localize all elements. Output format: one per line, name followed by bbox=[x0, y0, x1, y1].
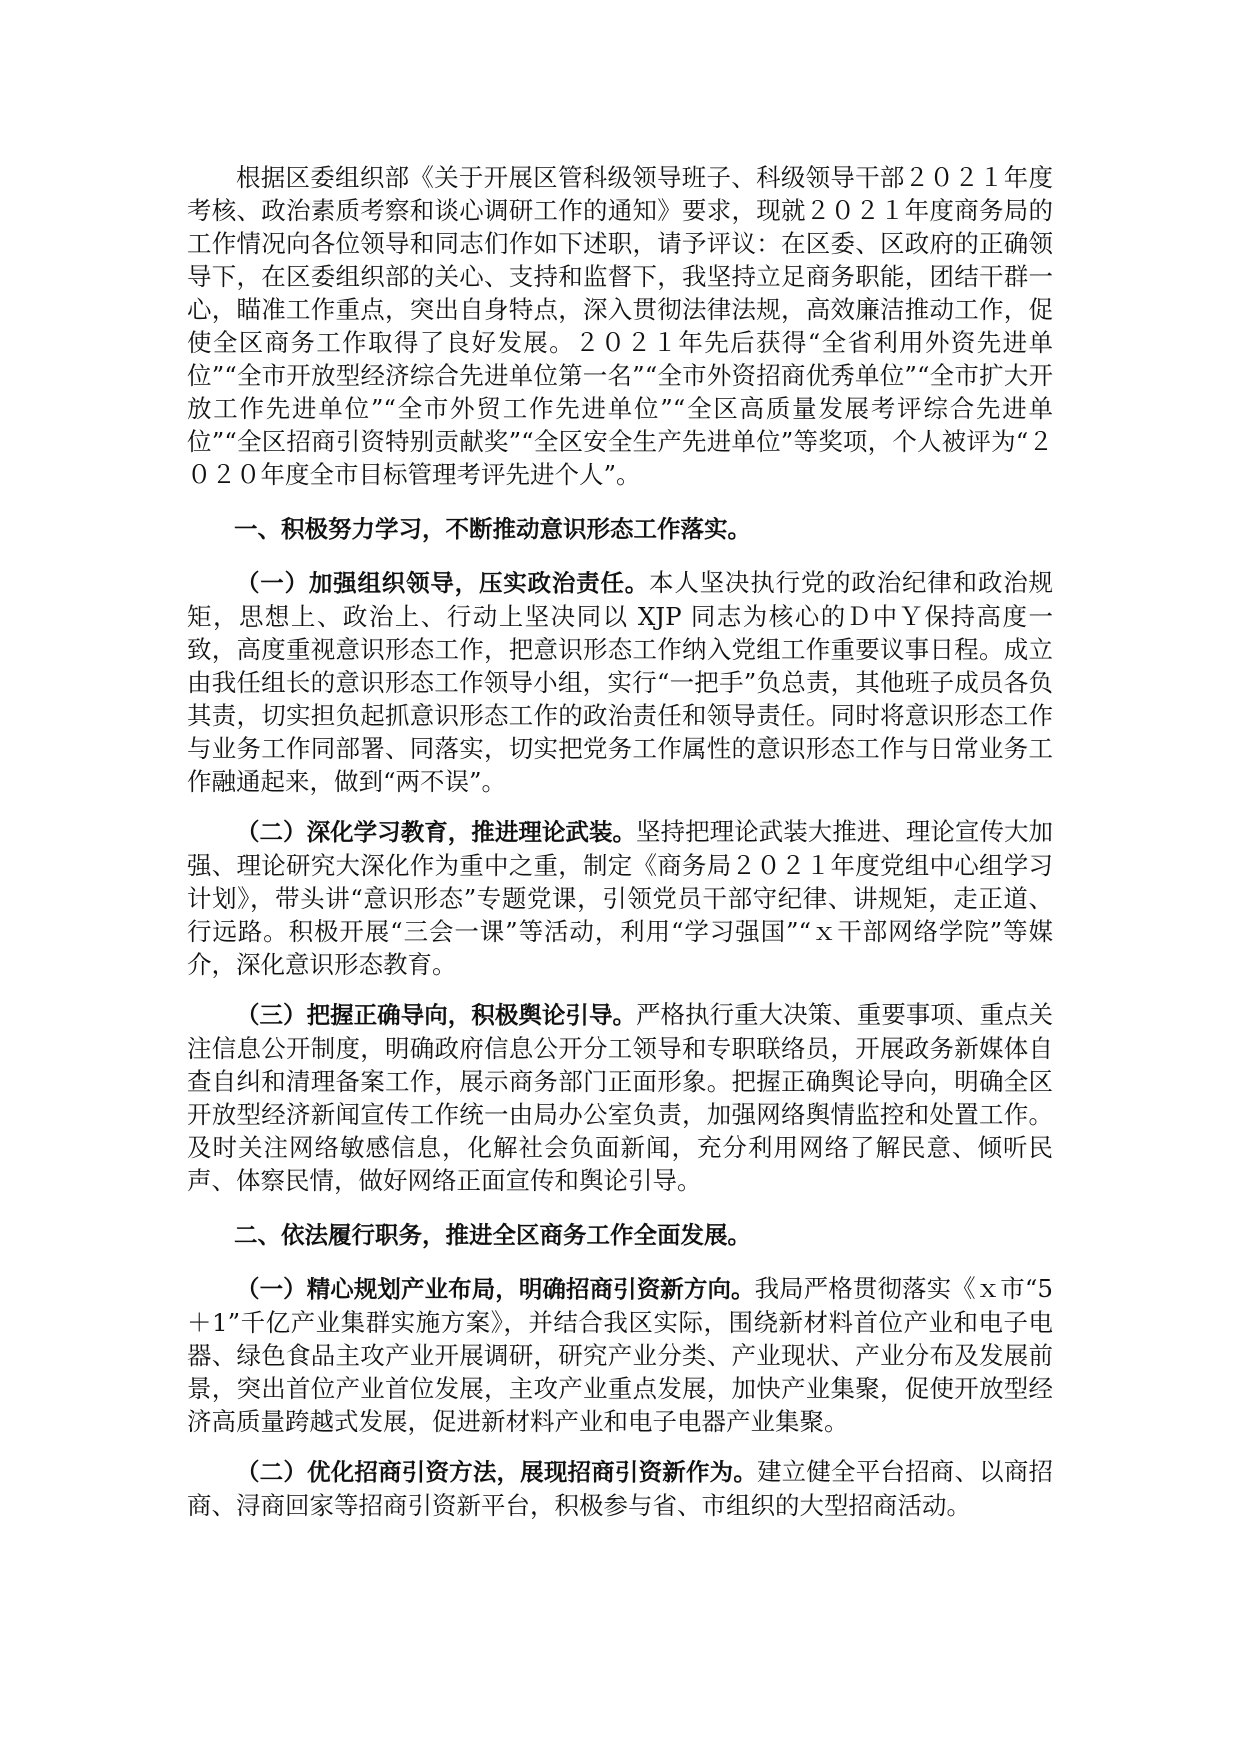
paragraph-body: 建立健全平台招商、以商招商、浔商回家等招商引资新平台，积极参与省、市组织的大型招商活动。 bbox=[187, 1457, 1053, 1520]
section-1-paragraph-2 bbox=[187, 815, 1053, 981]
section-heading-1: 一、积极努力学习，不断推动意识形态工作落实。 bbox=[234, 515, 751, 543]
paragraph-body: 坚持把理论武装大推进、理论宣传大加强、理论研究大深化作为重中之重，制定《商务局２０２１年度党组中心组学习计划》，带头讲“意识形态”专题党课，引领党员干部守纪律、讲规矩，走正道、行远路。积极开展“三会一课”等活动，利用“学习强国”“ｘ干部网络学院”等媒介，深化意识形态教育。 bbox=[187, 817, 1053, 979]
paragraph-body: 本人坚决执行党的政治纪律和政治规矩，思想上、政治上、行动上坚决同以 XJP 同志为核心的Ｄ中Ｙ保持高度一致，高度重视意识形态工作，把意识形态工作纳入党组工作重要议事日程。成立由我任组长的意识形态工作领导小组，实行“一把手”负总责，其他班子成员各负其责，切实担负起抓意识形态工作的政治责任和领导责任。同时将意识形态工作与业务工作同部署、同落实，切实把党务工作属性的意识形态工作与日常业务工作融通起来，做到“两不误”。 bbox=[187, 568, 1053, 796]
document-body bbox=[187, 161, 1053, 1522]
paragraph-lead: （一）精心规划产业布局，明确招商引资新方向。 bbox=[236, 1275, 755, 1303]
section-2-paragraph-2 bbox=[187, 1455, 1053, 1522]
section-1-paragraph-3 bbox=[187, 998, 1053, 1197]
paragraph-body: 严格执行重大决策、重要事项、重点关注信息公开制度，明确政府信息公开分工领导和专职联络员，开展政务新媒体自查自纠和清理备案工作，展示商务部门正面形象。把握正确舆论导向，明确全区开放型经济新闻宣传工作统一由局办公室负责，加强网络舆情监控和处置工作。及时关注网络敏感信息，化解社会负面新闻，充分利用网络了解民意、倾听民声、体察民情，做好网络正面宣传和舆论引导。 bbox=[187, 1000, 1053, 1195]
paragraph-lead: （二）深化学习教育，推进理论武装。 bbox=[236, 818, 637, 846]
section-2-paragraph-1 bbox=[187, 1272, 1053, 1438]
paragraph-lead: （一）加强组织领导，压实政治责任。 bbox=[236, 569, 650, 597]
section-heading-2: 二、依法履行职务，推进全区商务工作全面发展。 bbox=[234, 1221, 751, 1249]
section-1-paragraph-1 bbox=[187, 566, 1053, 798]
intro-paragraph: 根据区委组织部《关于开展区管科级领导班子、科级领导干部２０２１年度考核、政治素质考察和谈心调研工作的通知》要求，现就２０２１年度商务局的工作情况向各位领导和同志们作如下述职，请予评议：在区委、区政府的正确领导下，在区委组织部的关心、支持和监督下，我坚持立足商务职能，团结干群一心，瞄准工作重点，突出自身特点，深入贯彻法律法规，高效廉洁推动工作，促使全区商务工作取得了良好发展。２０２１年先后获得“全省利用外资先进单位”“全市开放型经济综合先进单位第一名”“全市外资招商优秀单位”“全市扩大开放工作先进单位”“全市外贸工作先进单位”“全区高质量发展考评综合先进单位”“全区招商引资特别贡献奖”“全区安全生产先进单位”等奖项，个人被评为“２０２０年度全市目标管理考评先进个人”。 bbox=[187, 163, 1053, 489]
paragraph-lead: （三）把握正确导向，积极舆论引导。 bbox=[236, 1001, 637, 1029]
paragraph-lead: （二）优化招商引资方法，展现招商引资新作为。 bbox=[236, 1458, 757, 1486]
paragraph-body: 我局严格贯彻落实《ｘ市“5＋1”千亿产业集群实施方案》，并结合我区实际，围绕新材料首位产业和电子电器、绿色食品主攻产业开展调研，研究产业分类、产业现状、产业分布及发展前景，突出首位产业首位发展，主攻产业重点发展，加快产业集聚，促使开放型经济高质量跨越式发展，促进新材料产业和电子电器产业集聚。 bbox=[187, 1274, 1053, 1436]
